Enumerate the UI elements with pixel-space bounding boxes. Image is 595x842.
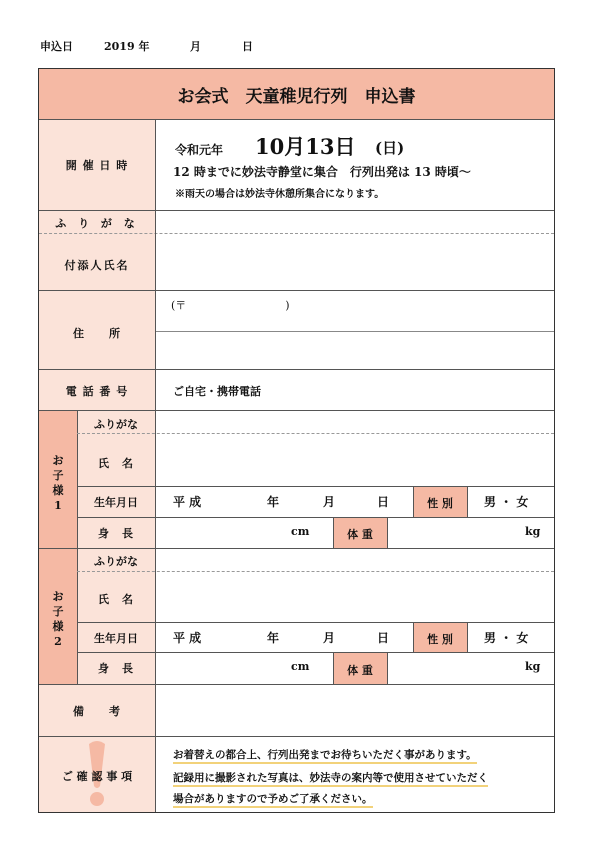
postal-code-field[interactable]: (〒 ) xyxy=(171,299,290,312)
notice-line-2: 記録用に撮影された写真は、妙法寺の案内等で使用させていただく xyxy=(173,772,488,787)
child2-weight-label-cell xyxy=(333,653,387,684)
apply-year[interactable]: 2019 年 xyxy=(104,40,150,53)
child2-birth-label: 生年月日 xyxy=(94,632,138,645)
child1-name-label: 氏 名 xyxy=(98,457,134,470)
notice-label: ご 確 認 事 項 xyxy=(61,770,133,783)
child1-weight-unit[interactable]: kg xyxy=(525,525,541,538)
child1-sex-label: 性 別 xyxy=(427,497,453,510)
form-title-bar xyxy=(39,69,554,119)
child2-weight-unit[interactable]: kg xyxy=(525,660,541,673)
child2-height-label: 身 長 xyxy=(98,662,134,675)
child2-furigana-label: ふりがな xyxy=(94,555,138,568)
child2-birth-day[interactable]: 日 xyxy=(377,631,390,645)
child1-weight-label-cell xyxy=(333,518,387,548)
notice-line-1-wrap xyxy=(173,747,477,762)
guardian-furigana-field[interactable] xyxy=(156,211,554,233)
address-field[interactable] xyxy=(156,332,554,369)
child2-sex-label-cell xyxy=(413,623,467,652)
child1-name-field[interactable] xyxy=(156,434,554,486)
child1-birth-label: 生年月日 xyxy=(94,496,138,509)
phone-hint[interactable]: ご自宅・携帯電話 xyxy=(173,385,261,398)
guardian-name-label: 付添人氏名 xyxy=(64,259,130,272)
child1-weight-label: 体 重 xyxy=(347,528,373,541)
child1-side-label: お 子 様 1 xyxy=(52,454,64,512)
form-title: お会式 天童稚児行列 申込書 xyxy=(177,87,416,107)
child1-furigana-field[interactable] xyxy=(156,411,554,433)
event-rain-note: ※雨天の場合は妙法寺休憩所集合になります。 xyxy=(175,189,385,200)
child1-height-unit[interactable]: cm xyxy=(291,525,310,538)
child2-sex-options[interactable]: 男 ・ 女 xyxy=(484,631,529,645)
guardian-furigana-label: ふ り が な xyxy=(55,217,139,230)
child2-height-unit[interactable]: cm xyxy=(291,660,310,673)
child1-furigana-label: ふりがな xyxy=(94,418,138,431)
event-gather-time: 12 時までに妙法寺静堂に集合 行列出発は 13 時頃～ xyxy=(173,165,471,179)
child1-birth-day[interactable]: 日 xyxy=(377,495,390,509)
remarks-label: 備 考 xyxy=(73,705,121,718)
child2-birth-month[interactable]: 月 xyxy=(323,631,336,645)
notice-line-3: 場合がありますので予めご了承ください。 xyxy=(173,793,373,808)
child2-birth-era: 平 成 xyxy=(173,631,202,645)
remarks-field[interactable] xyxy=(156,685,554,736)
notice-line-1: お着替えの都合上、行列出発までお待ちいただく事があります。 xyxy=(173,749,477,764)
apply-month[interactable]: 月 xyxy=(190,40,201,53)
notice-line-2-wrap xyxy=(173,770,488,785)
event-date: 10月13日 xyxy=(255,134,356,159)
child2-name-field[interactable] xyxy=(156,572,554,622)
address-label: 住 所 xyxy=(73,327,121,340)
child2-name-label: 氏 名 xyxy=(98,593,134,606)
apply-date-label: 申込日 xyxy=(40,40,73,53)
notice-line-3-wrap xyxy=(173,791,373,806)
event-era: 令和元年 xyxy=(175,143,224,157)
child1-height-label: 身 長 xyxy=(98,527,134,540)
event-weekday: (日) xyxy=(375,139,405,157)
child2-birth-year[interactable]: 年 xyxy=(267,631,280,645)
child2-weight-label: 体 重 xyxy=(347,664,373,677)
child2-side-label: お 子 様 2 xyxy=(52,590,64,648)
guardian-name-field[interactable] xyxy=(156,234,554,290)
phone-label: 電 話 番 号 xyxy=(65,385,129,398)
child1-sex-options[interactable]: 男 ・ 女 xyxy=(484,495,529,509)
child2-furigana-field[interactable] xyxy=(156,549,554,571)
application-form xyxy=(38,68,555,813)
child1-birth-month[interactable]: 月 xyxy=(323,495,336,509)
apply-day[interactable]: 日 xyxy=(242,40,253,53)
child2-sex-label: 性 別 xyxy=(427,633,453,646)
child1-birth-era: 平 成 xyxy=(173,495,202,509)
event-date-label: 開 催 日 時 xyxy=(65,159,129,172)
child1-sex-label-cell xyxy=(413,487,467,517)
child1-birth-year[interactable]: 年 xyxy=(267,495,280,509)
